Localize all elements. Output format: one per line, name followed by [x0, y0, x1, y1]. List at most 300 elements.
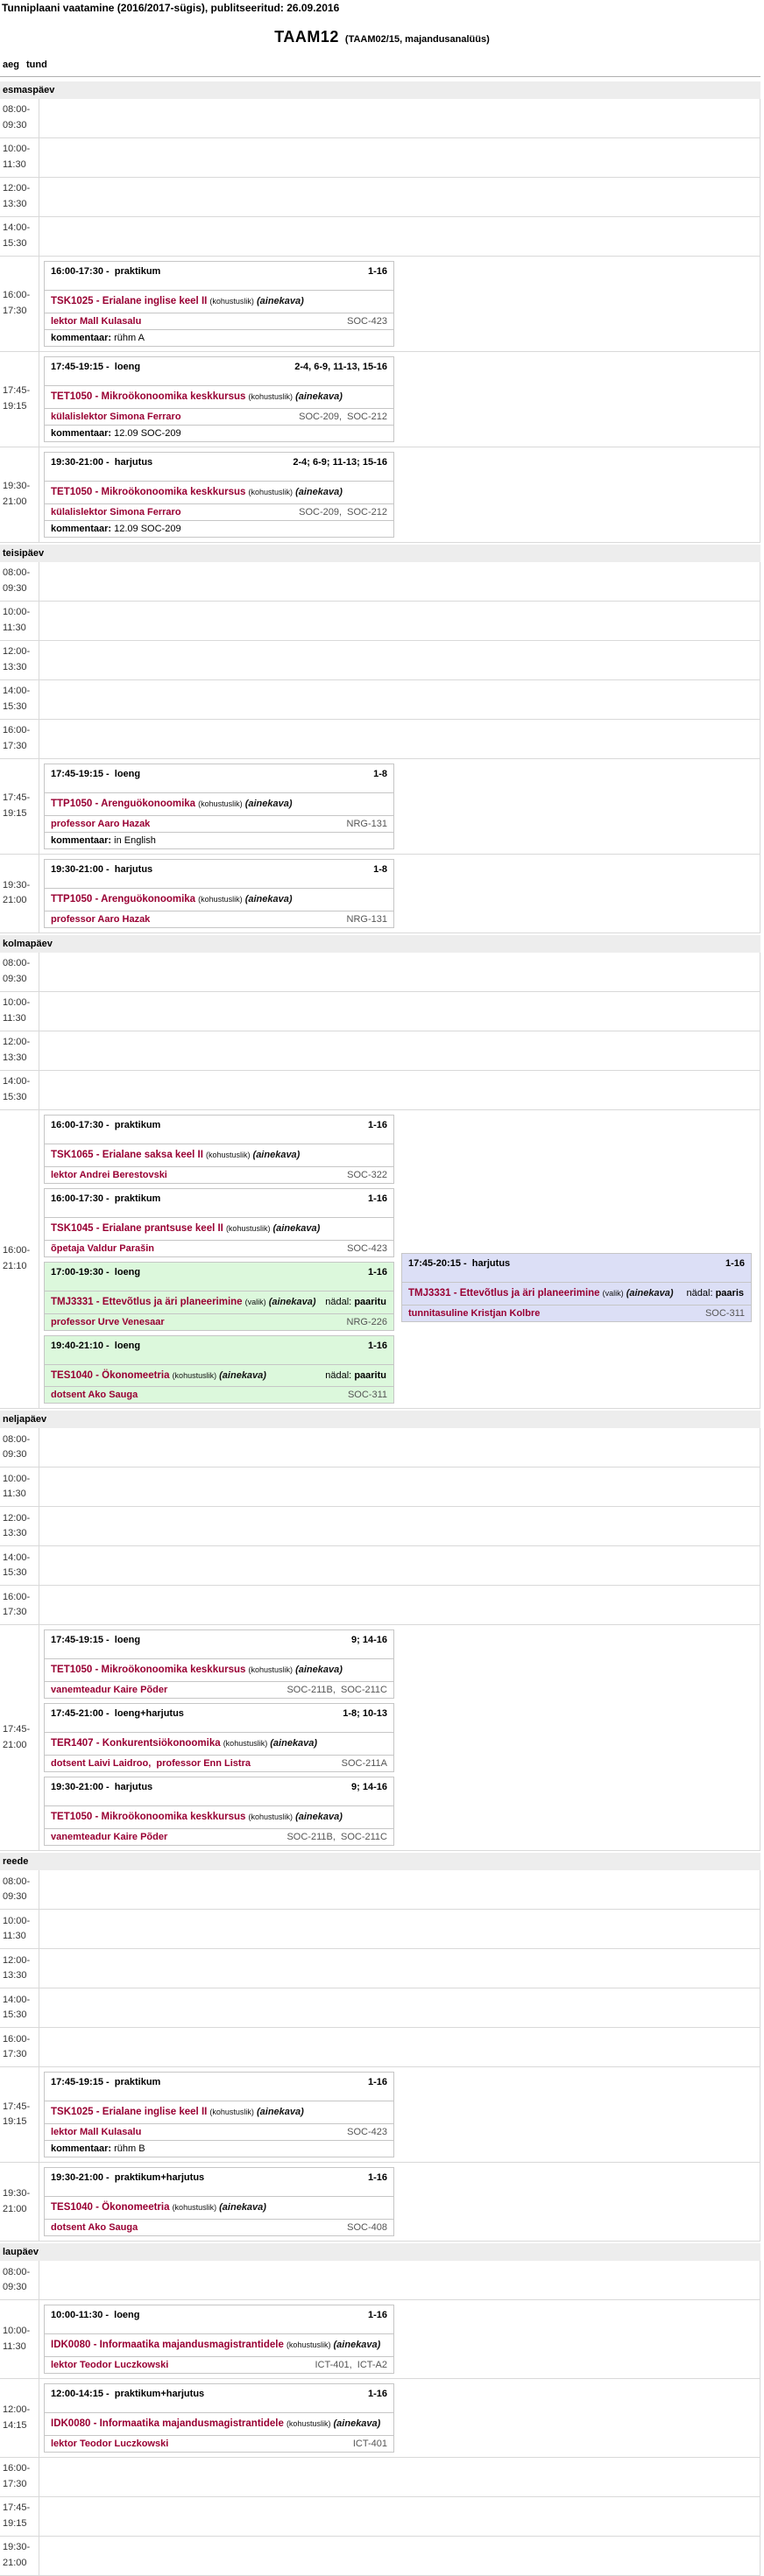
week-parity-value: paaris	[715, 1288, 744, 1299]
events-area	[39, 2537, 760, 2575]
col-aeg-label: aeg	[3, 60, 19, 70]
events-area	[39, 1110, 760, 1409]
lecturer-link[interactable]: dotsent Ako Sauga	[51, 1390, 138, 1401]
lecturer-link[interactable]: dotsent Laivi Laidroo, professor Enn Listra	[51, 1758, 251, 1770]
lecturer-link[interactable]: professor Urve Venesaar	[51, 1316, 165, 1327]
time-cell	[0, 1031, 39, 1070]
course-title-block	[51, 1810, 387, 1825]
time-row	[0, 2028, 760, 2067]
time-row	[0, 1625, 760, 1851]
lecturer-link[interactable]: tunnitasuline Kristjan Kolbre	[408, 1307, 541, 1319]
comment-row	[45, 832, 393, 848]
room-label: SOC-211B, SOC-211C	[286, 1832, 387, 1843]
event-card	[44, 1629, 394, 1699]
lecturer-link[interactable]: lektor Mall Kulasalu	[51, 315, 142, 327]
lecturer-link[interactable]: vanemteadur Kaire Põder	[51, 1685, 168, 1696]
events-column-1	[39, 855, 397, 933]
time-cell	[0, 855, 39, 933]
events-area	[39, 1546, 760, 1585]
course-link[interactable]: IDK0080 - Informaatika majandusmagistrantidele	[51, 2340, 284, 2351]
course-row	[45, 386, 393, 409]
course-title-block	[51, 797, 387, 812]
course-title-block	[51, 1663, 387, 1678]
time-start: 17:45-	[3, 2502, 31, 2514]
events-column-1	[39, 2300, 397, 2378]
lecturer-row	[45, 2357, 393, 2373]
time-start: 12:00-	[3, 646, 31, 658]
time-start: 10:00-	[3, 607, 31, 618]
day-header: neljapäev	[0, 1411, 760, 1428]
time-cell	[0, 720, 39, 758]
comment-label: kommentaar:	[51, 834, 112, 846]
event-header-row	[45, 2305, 393, 2334]
comment-row	[45, 329, 393, 346]
events-area	[39, 99, 760, 137]
lecturer-link[interactable]: professor Aaro Hazak	[51, 818, 151, 829]
room-label: SOC-423	[347, 2127, 387, 2138]
course-requirement: (kohustuslik)	[209, 297, 254, 306]
time-end: 11:30	[3, 159, 26, 170]
time-end: 15:30	[3, 2009, 27, 2021]
room-label: SOC-311	[347, 1390, 387, 1401]
event-header-row	[45, 1189, 393, 1218]
event-weeks: 1-16	[367, 266, 387, 277]
time-row	[0, 641, 760, 680]
events-area	[39, 992, 760, 1031]
time-end: 21:00	[3, 2203, 27, 2214]
time-start: 17:45-	[3, 1724, 31, 1735]
time-cell	[0, 1428, 39, 1467]
event-time-activity: 17:45-19:15 - loeng	[51, 361, 141, 372]
time-start: 17:45-	[3, 2101, 31, 2112]
time-start: 10:00-	[3, 1473, 31, 1484]
time-start: 17:45-	[3, 792, 31, 804]
time-cell	[0, 178, 39, 216]
course-requirement: (kohustuslik)	[248, 1665, 293, 1675]
time-end: 19:15	[3, 400, 27, 412]
time-row	[0, 953, 760, 992]
room-label: NRG-131	[346, 913, 387, 925]
event-header-row	[45, 262, 393, 291]
course-row	[45, 2413, 393, 2436]
course-row	[45, 793, 393, 816]
time-start: 16:00-	[3, 1245, 31, 1256]
event-time-activity: 19:30-21:00 - harjutus	[51, 1782, 153, 1793]
room-label: SOC-209, SOC-212	[299, 411, 387, 422]
course-link[interactable]: TET1050 - Mikroökonoomika keskkursus	[51, 1665, 246, 1676]
lecturer-row	[45, 504, 393, 520]
time-end: 17:30	[3, 2479, 27, 2489]
lecturer-link[interactable]: õpetaja Valdur Parašin	[51, 1242, 154, 1254]
events-column-1	[39, 1110, 397, 1409]
time-end: 13:30	[3, 1970, 27, 1981]
time-start: 12:00-	[3, 1954, 31, 1966]
time-end: 13:30	[3, 661, 27, 672]
time-row	[0, 602, 760, 641]
event-card	[44, 1335, 394, 1404]
time-row	[0, 352, 760, 447]
event-weeks: 1-16	[367, 2172, 387, 2184]
time-cell	[0, 680, 39, 719]
course-requirement: (kohustuslik)	[248, 391, 293, 401]
time-end: 11:30	[3, 1489, 26, 1500]
event-weeks: 1-16	[367, 2389, 387, 2400]
time-start: 16:00-	[3, 1591, 31, 1602]
course-requirement: (valik)	[602, 1288, 624, 1298]
time-cell	[0, 352, 39, 447]
week-parity-value: paaritu	[354, 1369, 386, 1381]
course-requirement: (kohustuslik)	[223, 1739, 268, 1749]
event-time-activity: 19:30-21:00 - harjutus	[51, 863, 153, 875]
event-weeks: 1-8	[373, 768, 387, 779]
event-weeks: 9; 14-16	[351, 1635, 387, 1646]
time-start: 19:30-	[3, 2188, 31, 2199]
event-card	[401, 1253, 752, 1322]
col-tund-label: tund	[26, 60, 47, 70]
event-header-row	[45, 1116, 393, 1144]
publish-note: Tunniplaani vaatamine (2016/2017-sügis), publitseeritud: 26.09.2016	[2, 2, 340, 14]
time-cell	[0, 2379, 39, 2457]
time-cell	[0, 99, 39, 137]
time-cell	[0, 1910, 39, 1948]
time-row	[0, 1910, 760, 1949]
event-header-row	[45, 2168, 393, 2197]
course-title-block	[408, 1286, 682, 1301]
room-label: SOC-211A	[341, 1758, 387, 1770]
event-card	[44, 1703, 394, 1772]
time-start: 10:00-	[3, 144, 31, 155]
events-area	[39, 1870, 760, 1909]
time-start: 08:00-	[3, 2266, 31, 2277]
time-end: 09:30	[3, 120, 27, 130]
events-area	[39, 2497, 760, 2536]
time-start: 12:00-	[3, 183, 31, 194]
course-title-block	[51, 294, 387, 309]
room-label: SOC-209, SOC-212	[299, 506, 387, 517]
room-label: SOC-322	[347, 1169, 387, 1180]
event-card	[44, 1262, 394, 1331]
lecturer-link[interactable]: lektor Mall Kulasalu	[51, 2127, 142, 2138]
course-link[interactable]: TSK1045 - Erialane prantsuse keel II	[51, 1222, 223, 1234]
time-end: 14:15	[3, 2419, 27, 2431]
event-card	[44, 2072, 394, 2157]
ainekava-link[interactable]: (ainekava)	[219, 1369, 266, 1381]
time-row	[0, 720, 760, 759]
time-start: 17:45-	[3, 385, 31, 397]
course-link[interactable]: TET1050 - Mikroökonoomika keskkursus	[51, 486, 246, 497]
time-start: 12:00-	[3, 1512, 31, 1524]
event-weeks: 1-16	[725, 1257, 745, 1269]
lecturer-row	[45, 911, 393, 927]
course-title-block	[51, 2200, 387, 2215]
events-area	[39, 759, 760, 854]
event-weeks: 2-4; 6-9; 11-13; 15-16	[293, 456, 387, 468]
time-start: 19:30-	[3, 481, 31, 492]
week-parity-value: paaritu	[354, 1297, 386, 1308]
events-area	[39, 2067, 760, 2162]
course-link[interactable]: TSK1025 - Erialane inglise keel II	[51, 2107, 208, 2118]
week-parity	[687, 1288, 745, 1299]
event-card	[44, 452, 394, 538]
event-header-row	[45, 1336, 393, 1365]
comment-label: kommentaar:	[51, 427, 112, 439]
time-cell	[0, 1467, 39, 1506]
time-end: 19:15	[3, 2116, 27, 2128]
time-cell	[0, 641, 39, 679]
time-row	[0, 2261, 760, 2300]
events-column-1	[39, 759, 397, 854]
time-end: 21:00	[3, 496, 27, 507]
course-row	[45, 1733, 393, 1756]
event-weeks: 1-16	[367, 2077, 387, 2088]
ainekava-link[interactable]: (ainekava)	[295, 1665, 343, 1676]
time-end: 19:15	[3, 2518, 27, 2529]
time-start: 14:00-	[3, 686, 31, 697]
timetable-body	[0, 81, 764, 2576]
event-card	[44, 1188, 394, 1257]
time-row	[0, 855, 760, 933]
ainekava-link[interactable]: (ainekava)	[252, 1149, 301, 1160]
event-time-activity: 17:45-20:15 - harjutus	[408, 1257, 511, 1269]
table-header	[0, 57, 760, 77]
events-area	[39, 602, 760, 640]
ainekava-link[interactable]: (ainekava)	[272, 1222, 321, 1234]
course-row	[45, 2197, 393, 2220]
time-row	[0, 257, 760, 352]
course-title-block	[51, 2338, 387, 2353]
event-card	[44, 1115, 394, 1184]
lecturer-row	[45, 1756, 393, 1771]
event-time-activity: 17:45-19:15 - loeng	[51, 1635, 141, 1646]
event-card	[44, 764, 394, 849]
time-start: 08:00-	[3, 104, 31, 116]
ainekava-link[interactable]: (ainekava)	[256, 2107, 304, 2118]
ainekava-link[interactable]: (ainekava)	[295, 391, 343, 402]
ainekava-link[interactable]: (ainekava)	[626, 1287, 674, 1299]
event-weeks: 1-8; 10-13	[343, 1708, 387, 1720]
lecturer-row	[45, 409, 393, 425]
time-row	[0, 2497, 760, 2537]
time-cell	[0, 447, 39, 542]
time-row	[0, 1870, 760, 1910]
time-start: 16:00-	[3, 2033, 31, 2045]
comment-text: 12.09 SOC-209	[114, 427, 181, 439]
time-end: 17:30	[3, 305, 27, 316]
time-cell	[0, 562, 39, 601]
time-end: 11:30	[3, 622, 26, 633]
ainekava-link[interactable]: (ainekava)	[219, 2202, 266, 2214]
lecturer-link[interactable]: lektor Teodor Luczkowski	[51, 2439, 169, 2449]
ainekava-link[interactable]: (ainekava)	[244, 798, 293, 809]
time-cell	[0, 1988, 39, 2027]
time-cell	[0, 1949, 39, 1988]
course-title-block	[51, 1736, 387, 1751]
course-requirement: (kohustuslik)	[248, 487, 293, 496]
time-cell	[0, 1625, 39, 1850]
time-row	[0, 1031, 760, 1071]
events-area	[39, 352, 760, 447]
course-row	[45, 1659, 393, 1682]
event-card	[44, 2305, 394, 2374]
event-time-activity: 16:00-17:30 - praktikum	[51, 266, 161, 277]
comment-label: kommentaar:	[51, 332, 112, 343]
ainekava-link[interactable]: (ainekava)	[270, 1738, 318, 1749]
course-requirement: (kohustuslik)	[248, 1812, 293, 1822]
lecturer-row	[45, 1682, 393, 1698]
time-end: 21:10	[3, 1261, 27, 1272]
ainekava-link[interactable]: (ainekava)	[333, 2340, 381, 2351]
time-row	[0, 1507, 760, 1546]
lecturer-row	[45, 816, 393, 832]
day-section	[0, 1411, 764, 1851]
ainekava-link[interactable]: (ainekava)	[295, 1812, 343, 1823]
ainekava-link[interactable]: (ainekava)	[256, 296, 304, 306]
course-link[interactable]: TTP1050 - Arenguökonoomika	[51, 798, 196, 809]
events-column-1	[39, 2067, 397, 2162]
event-time-activity: 16:00-17:30 - praktikum	[51, 1193, 161, 1204]
lecturer-link[interactable]: külalislektor Simona Ferraro	[51, 506, 181, 517]
time-cell	[0, 602, 39, 640]
time-row	[0, 138, 760, 178]
event-time-activity: 17:00-19:30 - loeng	[51, 1266, 141, 1277]
time-start: 08:00-	[3, 567, 31, 579]
time-cell	[0, 2028, 39, 2066]
event-weeks: 1-16	[367, 2310, 387, 2321]
day-header: reede	[0, 1853, 760, 1870]
day-header: esmaspäev	[0, 81, 760, 99]
event-weeks: 1-16	[367, 1266, 387, 1277]
time-end: 15:30	[3, 700, 27, 712]
lecturer-link[interactable]: lektor Andrei Berestovski	[51, 1169, 167, 1180]
time-end: 11:30	[3, 1931, 26, 1942]
events-area	[39, 1428, 760, 1467]
room-label: SOC-423	[347, 315, 387, 327]
event-time-activity: 16:00-17:30 - praktikum	[51, 1119, 161, 1130]
event-header-row	[45, 1630, 393, 1659]
events-area	[39, 680, 760, 719]
ainekava-link[interactable]: (ainekava)	[244, 893, 293, 904]
course-requirement: (kohustuslik)	[198, 894, 243, 904]
event-header-row	[45, 453, 393, 482]
course-row	[45, 1365, 393, 1388]
event-weeks: 9; 14-16	[351, 1782, 387, 1793]
event-time-activity: 12:00-14:15 - praktikum+harjutus	[51, 2389, 205, 2400]
event-weeks: 1-16	[367, 1119, 387, 1130]
course-link[interactable]: TER1407 - Konkurentsiökonoomika	[51, 1738, 221, 1749]
course-title-block	[51, 1221, 387, 1236]
course-link[interactable]: TES1040 - Ökonomeetria	[51, 2202, 170, 2214]
events-column-1	[39, 447, 397, 542]
event-header-row	[45, 2384, 393, 2413]
events-area	[39, 562, 760, 601]
time-start: 08:00-	[3, 1876, 31, 1887]
time-cell	[0, 953, 39, 991]
lecturer-link[interactable]: vanemteadur Kaire Põder	[51, 1832, 168, 1843]
event-time-activity: 17:45-19:15 - praktikum	[51, 2077, 161, 2088]
course-title-block	[51, 485, 387, 500]
time-end: 13:30	[3, 1528, 27, 1539]
event-card	[44, 859, 394, 928]
events-area	[39, 1988, 760, 2027]
time-end: 13:30	[3, 199, 27, 209]
course-link[interactable]: TMJ3331 - Ettevõtlus ja äri planeerimine	[408, 1287, 600, 1299]
events-area	[39, 2163, 760, 2241]
lecturer-row	[45, 1241, 393, 1256]
time-cell	[0, 1071, 39, 1109]
course-title-block	[51, 1369, 320, 1383]
comment-text: in English	[114, 834, 156, 846]
course-link[interactable]: TMJ3331 - Ettevõtlus ja äri planeerimine	[51, 1296, 243, 1307]
group-code: TAAM12	[274, 28, 339, 46]
lecturer-link[interactable]: külalislektor Simona Ferraro	[51, 411, 181, 422]
time-start: 12:00-	[3, 2404, 31, 2415]
time-cell	[0, 759, 39, 854]
course-requirement: (kohustuslik)	[286, 2419, 331, 2429]
course-row	[45, 291, 393, 313]
events-column-1	[39, 2163, 397, 2241]
course-title-block	[51, 1148, 387, 1163]
course-link[interactable]: TET1050 - Mikroökonoomika keskkursus	[51, 391, 246, 402]
time-row	[0, 447, 760, 543]
time-cell	[0, 1870, 39, 1909]
time-start: 14:00-	[3, 1552, 31, 1563]
time-row	[0, 1467, 760, 1507]
room-label: NRG-131	[346, 818, 387, 829]
events-area	[39, 447, 760, 542]
time-row	[0, 759, 760, 855]
time-end: 17:30	[3, 1607, 27, 1618]
day-header: teisipäev	[0, 545, 760, 562]
course-link[interactable]: TTP1050 - Arenguökonoomika	[51, 893, 196, 904]
course-link[interactable]: TET1050 - Mikroökonoomika keskkursus	[51, 1812, 246, 1823]
time-row	[0, 2163, 760, 2242]
day-header: kolmapäev	[0, 935, 760, 953]
course-link[interactable]: IDK0080 - Informaatika majandusmagistrantidele	[51, 2418, 284, 2430]
events-area	[39, 641, 760, 679]
course-link[interactable]: TES1040 - Ökonomeetria	[51, 1369, 170, 1381]
course-link[interactable]: TSK1025 - Erialane inglise keel II	[51, 296, 208, 306]
time-row	[0, 1586, 760, 1625]
room-label: SOC-408	[347, 2222, 387, 2234]
time-cell	[0, 1110, 39, 1409]
time-start: 08:00-	[3, 1433, 31, 1445]
time-start: 16:00-	[3, 2463, 31, 2474]
time-start: 10:00-	[3, 1915, 31, 1926]
time-row	[0, 1988, 760, 2028]
event-header-row	[45, 357, 393, 386]
events-area	[39, 2028, 760, 2066]
comment-text: rühm B	[114, 2143, 145, 2155]
ainekava-link[interactable]: (ainekava)	[295, 486, 343, 497]
time-end: 15:30	[3, 238, 27, 249]
event-header-row	[45, 1777, 393, 1806]
event-weeks: 2-4, 6-9, 11-13, 15-16	[294, 361, 387, 372]
event-header-row	[45, 1704, 393, 1733]
course-requirement: (kohustuslik)	[172, 1370, 217, 1380]
lecturer-link[interactable]: dotsent Ako Sauga	[51, 2222, 138, 2234]
events-column-1	[39, 1625, 397, 1850]
ainekava-link[interactable]: (ainekava)	[333, 2418, 381, 2430]
lecturer-link[interactable]: lektor Teodor Luczkowski	[51, 2360, 169, 2371]
course-link[interactable]: TSK1065 - Erialane saksa keel II	[51, 1149, 203, 1160]
event-weeks: 1-16	[367, 1340, 387, 1351]
events-area	[39, 138, 760, 177]
time-end: 09:30	[3, 1891, 27, 1903]
ainekava-link[interactable]: (ainekava)	[268, 1296, 316, 1307]
comment-row	[45, 425, 393, 441]
time-start: 19:30-	[3, 2542, 31, 2553]
lecturer-link[interactable]: professor Aaro Hazak	[51, 913, 151, 925]
